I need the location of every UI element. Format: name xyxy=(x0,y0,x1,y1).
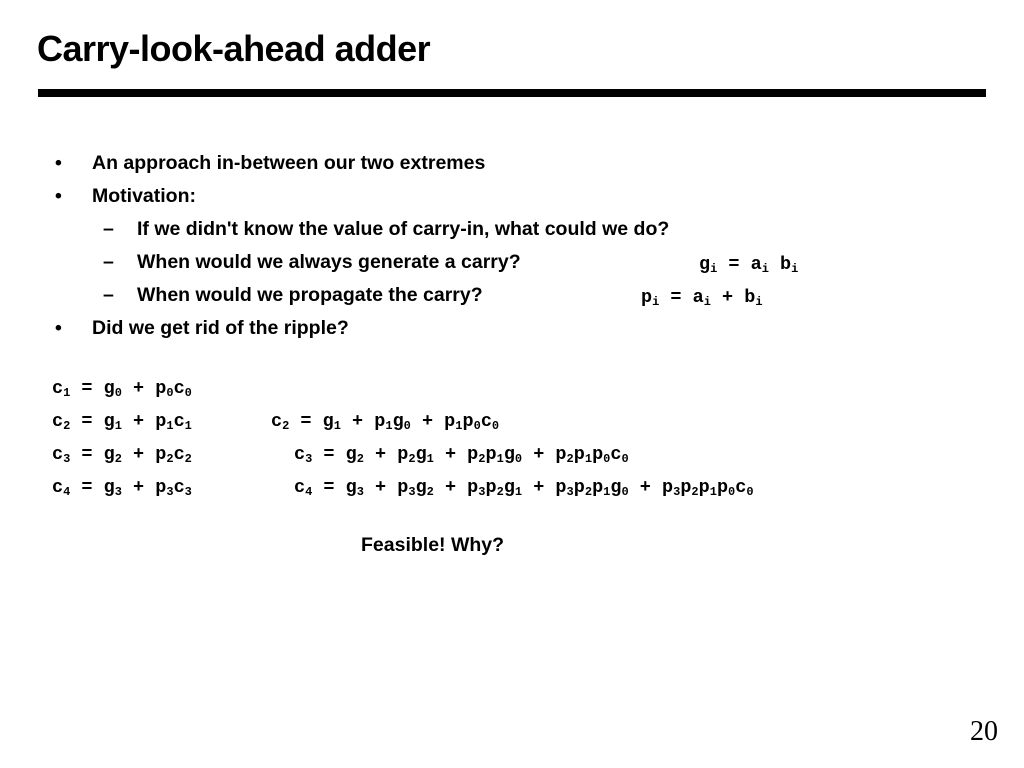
sub-bullet-propagate: When would we propagate the carry? xyxy=(137,284,483,306)
carry-equation-c2 xyxy=(52,411,192,432)
equation-subscript: 0 xyxy=(166,386,174,400)
equation-term: p xyxy=(698,477,710,498)
equation-term: + p xyxy=(522,444,567,465)
equation-term: p xyxy=(680,477,692,498)
bullet-approach: An approach in-between our two extremes xyxy=(92,152,486,174)
equation-subscript: i xyxy=(791,262,799,276)
equation-term: = g xyxy=(289,411,334,432)
expanded-equation-c4 xyxy=(294,477,754,498)
equation-term: + p xyxy=(121,477,167,498)
equation-subscript: 1 xyxy=(63,386,71,400)
equation-term: = a xyxy=(717,254,762,275)
equation-subscript: 4 xyxy=(63,485,71,499)
equation-subscript: 2 xyxy=(63,419,71,433)
carry-equation-c4 xyxy=(52,477,192,498)
equation-subscript: 0 xyxy=(621,452,629,466)
equation-term: = g xyxy=(70,477,115,498)
expanded-equation-c2 xyxy=(271,411,499,432)
equation-term: p xyxy=(592,444,604,465)
equation-subscript: 1 xyxy=(709,485,717,499)
equation-term: = g xyxy=(70,411,115,432)
bullet-motivation: Motivation: xyxy=(92,185,196,207)
equation-subscript: 2 xyxy=(114,452,122,466)
equation-subscript: 3 xyxy=(184,485,192,499)
equation-subscript: 3 xyxy=(356,485,364,499)
equation-subscript: 1 xyxy=(455,419,463,433)
sub-bullet-carry-in: If we didn't know the value of carry-in, what could we do? xyxy=(137,218,670,240)
equation-subscript: 3 xyxy=(566,485,574,499)
equation-term: = g xyxy=(70,378,115,399)
equation-term: c xyxy=(173,411,185,432)
equation-subscript: 1 xyxy=(426,452,434,466)
equation-term: + b xyxy=(710,287,756,308)
equation-term: g xyxy=(392,411,404,432)
title-underline xyxy=(38,89,986,97)
equation-subscript: 2 xyxy=(166,452,174,466)
equation-subscript: 0 xyxy=(728,485,736,499)
equation-subscript: 1 xyxy=(584,452,593,466)
equation-term: + p xyxy=(363,477,409,498)
equation-term: p xyxy=(592,477,604,498)
expanded-equation-c3 xyxy=(294,444,629,465)
equation-subscript: i xyxy=(703,295,711,309)
equation-term: + p xyxy=(340,411,386,432)
equation-term: p xyxy=(641,287,653,308)
equation-subscript: 2 xyxy=(496,485,504,499)
equation-term: + p xyxy=(410,411,456,432)
equation-subscript: 2 xyxy=(426,485,434,499)
equation-term: c xyxy=(173,477,185,498)
equation-term: p xyxy=(573,477,585,498)
equation-subscript: 1 xyxy=(333,419,341,433)
propagate-formula xyxy=(641,287,763,308)
equation-subscript: 1 xyxy=(166,419,174,433)
equation-term: c xyxy=(294,477,306,498)
equation-term: c xyxy=(294,444,306,465)
bullet-marker: • xyxy=(55,317,62,339)
equation-subscript: 2 xyxy=(408,452,416,466)
equation-term: c xyxy=(480,411,492,432)
equation-term: p xyxy=(716,477,729,498)
bullet-ripple: Did we get rid of the ripple? xyxy=(92,317,349,339)
equation-subscript: 2 xyxy=(184,452,192,466)
equation-subscript: 4 xyxy=(305,485,313,499)
carry-equation-c1 xyxy=(52,378,192,399)
equation-term: + p xyxy=(433,477,479,498)
equation-subscript: 1 xyxy=(114,419,122,433)
equation-term: p xyxy=(573,444,585,465)
equation-term: p xyxy=(485,477,497,498)
equation-term: g xyxy=(503,444,515,465)
equation-subscript: 3 xyxy=(63,452,71,466)
equation-term: g xyxy=(415,477,427,498)
equation-subscript: 1 xyxy=(496,452,504,466)
equation-term: c xyxy=(271,411,283,432)
equation-subscript: 0 xyxy=(514,452,523,466)
sub-bullet-generate: When would we always generate a carry? xyxy=(137,251,521,273)
equation-term: p xyxy=(485,444,497,465)
equation-subscript: 3 xyxy=(408,485,416,499)
bullet-marker: • xyxy=(55,185,62,207)
equation-subscript: 0 xyxy=(621,485,629,499)
equation-subscript: 3 xyxy=(673,485,681,499)
slide-title: Carry-look-ahead adder xyxy=(37,28,431,69)
equation-term: b xyxy=(768,254,792,275)
equation-term: g xyxy=(503,477,515,498)
equation-term: + p xyxy=(433,444,479,465)
equation-term: c xyxy=(610,444,622,465)
equation-subscript: 2 xyxy=(691,485,699,499)
equation-term: c xyxy=(52,477,64,498)
equation-subscript: 3 xyxy=(478,485,486,499)
equation-term: c xyxy=(52,378,64,399)
equation-subscript: 0 xyxy=(473,419,481,433)
equation-term: + p xyxy=(628,477,674,498)
equation-term: = g xyxy=(70,444,115,465)
equation-subscript: 3 xyxy=(166,485,174,499)
equation-term: p xyxy=(462,411,474,432)
bullet-marker: • xyxy=(55,152,62,174)
equation-term: g xyxy=(610,477,622,498)
equation-subscript: 1 xyxy=(603,485,611,499)
equation-subscript: 3 xyxy=(305,452,313,466)
equation-subscript: i xyxy=(710,262,718,276)
carry-equation-c3 xyxy=(52,444,192,465)
sub-bullet-marker: – xyxy=(103,218,114,240)
equation-subscript: i xyxy=(761,262,769,276)
equation-subscript: 0 xyxy=(491,419,500,433)
equation-subscript: 2 xyxy=(478,452,486,466)
generate-formula xyxy=(699,254,798,275)
equation-term: c xyxy=(173,378,185,399)
equation-term: c xyxy=(173,444,185,465)
equation-term: g xyxy=(699,254,711,275)
sub-bullet-marker: – xyxy=(103,284,114,306)
equation-subscript: 2 xyxy=(356,452,364,466)
equation-subscript: 0 xyxy=(114,386,122,400)
equation-term: + p xyxy=(121,411,167,432)
equation-subscript: 1 xyxy=(385,419,393,433)
equation-term: + p xyxy=(121,444,167,465)
equation-term: + p xyxy=(363,444,409,465)
page-number: 20 xyxy=(970,716,998,747)
equation-term: + p xyxy=(121,378,167,399)
conclusion-text: Feasible! Why? xyxy=(361,534,505,556)
equation-term: c xyxy=(52,444,64,465)
equation-subscript: 3 xyxy=(114,485,122,499)
equation-subscript: 0 xyxy=(184,386,192,400)
equation-subscript: 0 xyxy=(603,452,611,466)
equation-subscript: 0 xyxy=(746,485,754,499)
sub-bullet-marker: – xyxy=(103,251,114,273)
equation-subscript: 1 xyxy=(184,419,192,433)
equation-term: + p xyxy=(522,477,567,498)
equation-subscript: 2 xyxy=(584,485,593,499)
equation-term: = a xyxy=(659,287,704,308)
equation-subscript: i xyxy=(652,295,660,309)
equation-subscript: i xyxy=(755,295,763,309)
equation-term: = g xyxy=(312,444,357,465)
equation-subscript: 0 xyxy=(403,419,411,433)
equation-term: g xyxy=(415,444,427,465)
equation-term: = g xyxy=(312,477,357,498)
equation-term: c xyxy=(735,477,747,498)
equation-subscript: 1 xyxy=(514,485,523,499)
equation-subscript: 2 xyxy=(282,419,290,433)
equation-subscript: 2 xyxy=(566,452,574,466)
equation-term: c xyxy=(52,411,64,432)
